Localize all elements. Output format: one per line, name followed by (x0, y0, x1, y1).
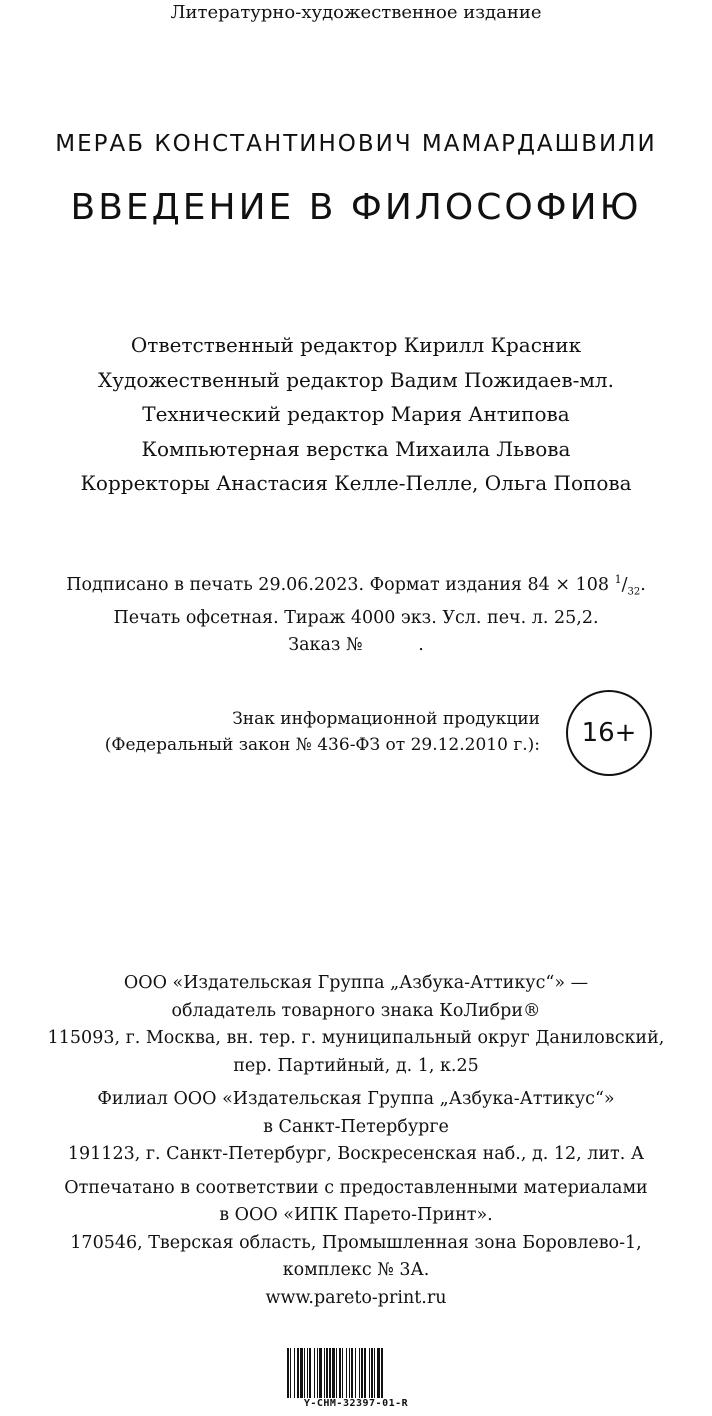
rating-label-line: Знак информационной продукции (232, 709, 540, 729)
barcode-bar (339, 1348, 341, 1398)
credit-line: Корректоры Анастасия Келле-Пелле, Ольга Попова (80, 471, 632, 495)
barcode-bar (351, 1348, 353, 1398)
format-end: . (640, 574, 646, 595)
printer-line: Отпечатано в соответствии с предоставленными материалами (64, 1177, 648, 1198)
publisher-line: обладатель товарного знака КоЛибри® (171, 1000, 541, 1021)
barcode-bar (377, 1348, 380, 1398)
format-denominator: 32 (627, 586, 641, 598)
barcode (286, 1348, 426, 1400)
branch-line: Филиал ООО «Издательская Группа „Азбука-Аттикус“» (97, 1089, 615, 1109)
publisher-line: 115093, г. Москва, вн. тер. г. муниципальный округ Даниловский, (47, 1028, 665, 1048)
barcode-bar (319, 1348, 322, 1398)
printer-line: 170546, Тверская область, Промышленная зона Боровлево-1, (70, 1232, 642, 1253)
print-signed-text: Подписано в печать 29.06.2023. Формат издания 84 × 108 (66, 574, 609, 595)
credit-line: Ответственный редактор Кирилл Красник (130, 333, 582, 357)
barcode-bar (300, 1348, 303, 1398)
barcode-bar (314, 1348, 315, 1398)
barcode-bar (369, 1348, 370, 1398)
edition-type: Литературно-художественное издание (170, 2, 542, 23)
print-order-line: Заказ № . (288, 635, 424, 656)
book-title: ВВЕДЕНИЕ В ФИЛОСОФИЮ (70, 187, 642, 228)
format-numerator: 1 (614, 573, 622, 586)
age-rating-badge: 16+ (566, 690, 652, 776)
credits-block (0, 328, 712, 501)
print-info-line: Подписано в печать 29.06.2023. Формат издания 84 × 108 $^1/_{32}$. (66, 573, 646, 598)
barcode-bar (294, 1348, 295, 1398)
publisher-block (0, 970, 712, 1312)
barcode-bar (342, 1348, 343, 1398)
barcode-bar (326, 1348, 328, 1398)
barcode-bar (355, 1348, 356, 1398)
printer-line: в ООО «ИПК Парето-Принт». (219, 1205, 493, 1225)
barcode-bar (307, 1348, 308, 1398)
credit-line: Технический редактор Мария Антипова (142, 402, 570, 426)
barcode-bar (329, 1348, 331, 1398)
barcode-bar (304, 1348, 305, 1398)
credit-line: Компьютерная верстка Михаила Львова (141, 436, 571, 461)
barcode-bar (364, 1348, 366, 1398)
barcode-bar (297, 1348, 299, 1398)
printer-website: www.pareto-print.ru (265, 1287, 447, 1308)
publisher-line: пер. Партийный, д. 1, к.25 (233, 1055, 479, 1076)
branch-line: 191123, г. Санкт-Петербург, Воскресенская наб., д. 12, лит. А (67, 1144, 645, 1164)
barcode-bar (317, 1348, 318, 1398)
barcode-bar (374, 1348, 375, 1398)
branch-line: в Санкт-Петербурге (263, 1116, 449, 1137)
barcode-bar (332, 1348, 335, 1398)
barcode-bar (359, 1348, 360, 1398)
barcode-bar (381, 1348, 383, 1398)
rating-label-line: (Федеральный закон № 436-ФЗ от 29.12.2010 г.): (104, 735, 540, 755)
credit-line: Художественный редактор Вадим Пожидаев-мл. (98, 367, 614, 392)
barcode-caption: Y-CHM-32397-01-R (303, 1398, 409, 1409)
author-name: МЕРАБ КОНСТАНТИНОВИЧ МАМАРДАШВИЛИ (55, 131, 657, 157)
print-info-line: Печать офсетная. Тираж 4000 экз. Усл. печ. л. 25,2. (113, 608, 599, 629)
barcode-bar (287, 1348, 289, 1398)
barcode-bar (361, 1348, 363, 1398)
rating-label (62, 706, 540, 758)
printer-line: комплекс № 3А. (282, 1260, 430, 1280)
print-info-block (0, 566, 712, 659)
barcode-bar (336, 1348, 337, 1398)
barcode-bar (309, 1348, 311, 1398)
barcode-bar (290, 1348, 291, 1398)
publisher-line: ООО «Издательская Группа „Азбука-Аттикус“» — (123, 973, 589, 993)
barcode-bar (324, 1348, 325, 1398)
barcode-bar (346, 1348, 347, 1398)
barcode-bar (349, 1348, 350, 1398)
barcode-bar (371, 1348, 373, 1398)
